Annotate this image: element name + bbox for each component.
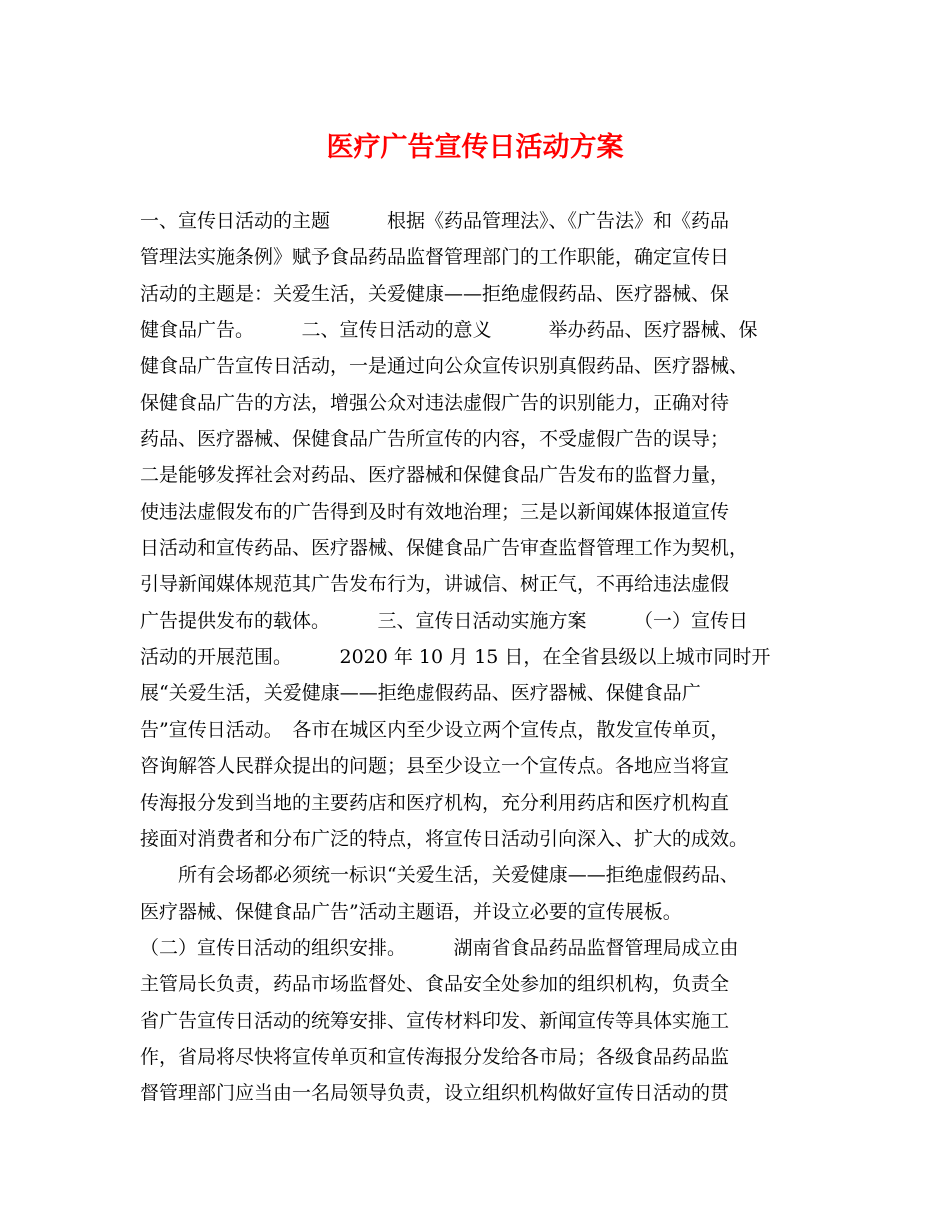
body-line: 接面对消费者和分布广泛的特点，将宣传日活动引向深入、扩大的成效。 [140,827,749,850]
body-line: 活动的主题是：关爱生活，关爱健康——拒绝虚假药品、医疗器械、保 [140,282,730,305]
body-line: 传海报分发到当地的主要药店和医疗机构，充分利用药店和医疗机构直 [140,791,730,814]
body-line: 健食品广告。 二、宣传日活动的意义 举办药品、医疗器械、保 [140,319,758,342]
body-line: 省广告宣传日活动的统筹安排、宣传材料印发、新闻宣传等具体实施工 [140,1009,730,1032]
body-line: 广告提供发布的载体。 三、宣传日活动实施方案 （一）宣传日 [140,609,749,632]
body-line: 所有会场都必须统一标识“关爱生活，关爱健康——拒绝虚假药品、 [140,864,739,887]
body-line: 二是能够发挥社会对药品、医疗器械和保健食品广告发布的监督力量， [140,464,730,487]
body-line: 保健食品广告的方法，增强公众对违法虚假广告的识别能力，正确对待 [140,391,730,414]
body-line: 健食品广告宣传日活动，一是通过向公众宣传识别真假药品、医疗器械、 [140,355,749,378]
body-line: 作，省局将尽快将宣传单页和宣传海报分发给各市局；各级食品药品监 [140,1045,730,1068]
document-title: 医疗广告宣传日活动方案 [326,132,624,163]
body-line: 活动的开展范围。 2020 年 10 月 15 日，在全省县级以上城市同时开 [140,646,771,669]
body-line: 使违法虚假发布的广告得到及时有效地治理；三是以新闻媒体报道宣传 [140,500,730,523]
body-line: 药品、医疗器械、保健食品广告所宣传的内容，不受虚假广告的误导； [140,428,730,451]
body-line: （二）宣传日活动的组织安排。 湖南省食品药品监督管理局成立由 [140,936,739,959]
body-line: 一、宣传日活动的主题 根据《药品管理法》、《广告法》和《药品 [140,210,730,232]
body-line: 医疗器械、保健食品广告”活动主题语，并设立必要的宣传展板。 [140,900,682,923]
body-line: 引导新闻媒体规范其广告发布行为，讲诚信、树正气，不再给违法虚假 [140,573,730,596]
document-body [140,203,830,1112]
body-line: 管理法实施条例》赋予食品药品监督管理部门的工作职能，确定宣传日 [140,246,730,269]
body-line: 督管理部门应当由一名局领导负责，设立组织机构做好宣传日活动的贯 [140,1082,730,1105]
body-line: 日活动和宣传药品、医疗器械、保健食品广告审查监督管理工作为契机， [140,537,749,560]
body-line: 展“关爱生活，关爱健康——拒绝虚假药品、医疗器械、保健食品广 [140,682,701,705]
body-line: 咨询解答人民群众提出的问题；县至少设立一个宣传点。各地应当将宣 [140,755,730,778]
body-line: 主管局长负责，药品市场监督处、食品安全处参加的组织机构，负责全 [140,973,730,996]
body-line: 告”宣传日活动。 各市在城区内至少设立两个宣传点，散发宣传单页， [140,718,730,741]
